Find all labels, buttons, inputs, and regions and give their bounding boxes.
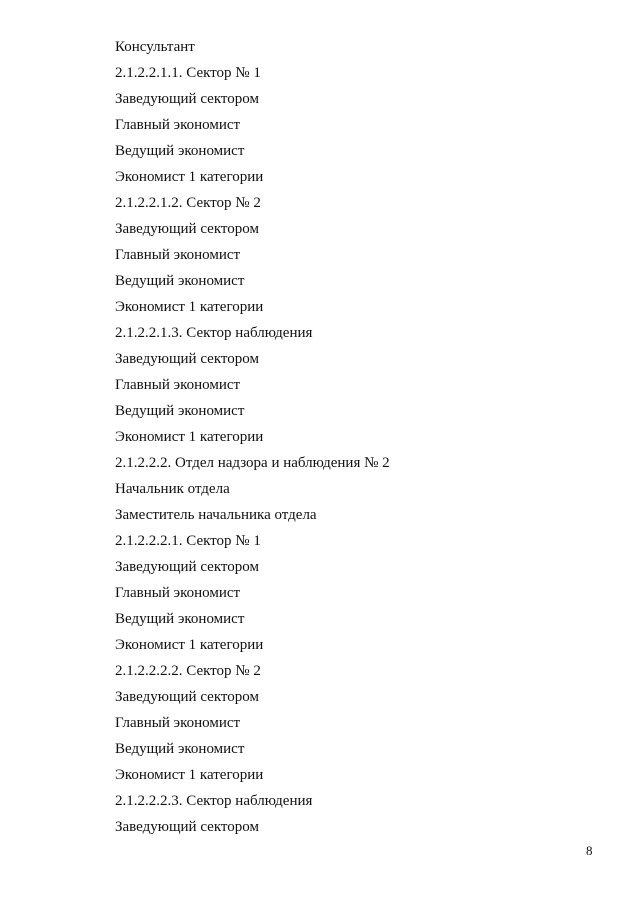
line-29: Экономист 1 категории xyxy=(115,767,264,783)
line-21: Заведующий сектором xyxy=(115,559,259,575)
line-6: Экономист 1 категории xyxy=(115,169,264,185)
line-13: Заведующий сектором xyxy=(115,351,259,367)
line-26: Заведующий сектором xyxy=(115,689,259,705)
line-17: 2.1.2.2.2. Отдел надзора и наблюдения № 2 xyxy=(115,455,390,471)
line-20: 2.1.2.2.2.1. Сектор № 1 xyxy=(115,533,261,549)
line-5: Ведущий экономист xyxy=(115,143,245,159)
line-18: Начальник отдела xyxy=(115,481,230,497)
line-10: Ведущий экономист xyxy=(115,273,245,289)
line-3: Заведующий сектором xyxy=(115,91,259,107)
position-list xyxy=(115,36,390,842)
line-7: 2.1.2.2.1.2. Сектор № 2 xyxy=(115,195,261,211)
line-14: Главный экономист xyxy=(115,377,241,393)
line-1: Консультант xyxy=(115,39,195,55)
line-2: 2.1.2.2.1.1. Сектор № 1 xyxy=(115,65,261,81)
line-27: Главный экономист xyxy=(115,715,241,731)
line-25: 2.1.2.2.2.2. Сектор № 2 xyxy=(115,663,261,679)
line-12: 2.1.2.2.1.3. Сектор наблюдения xyxy=(115,325,313,341)
line-24: Экономист 1 категории xyxy=(115,637,264,653)
line-8: Заведующий сектором xyxy=(115,221,259,237)
line-28: Ведущий экономист xyxy=(115,741,245,757)
line-16: Экономист 1 категории xyxy=(115,429,264,445)
line-19: Заместитель начальника отдела xyxy=(115,507,317,523)
page-number: 8 xyxy=(586,843,593,858)
line-31: Заведующий сектором xyxy=(115,819,259,835)
line-4: Главный экономист xyxy=(115,117,241,133)
line-9: Главный экономист xyxy=(115,247,241,263)
line-30: 2.1.2.2.2.3. Сектор наблюдения xyxy=(115,793,313,809)
line-22: Главный экономист xyxy=(115,585,241,601)
line-23: Ведущий экономист xyxy=(115,611,245,627)
line-15: Ведущий экономист xyxy=(115,403,245,419)
line-11: Экономист 1 категории xyxy=(115,299,264,315)
